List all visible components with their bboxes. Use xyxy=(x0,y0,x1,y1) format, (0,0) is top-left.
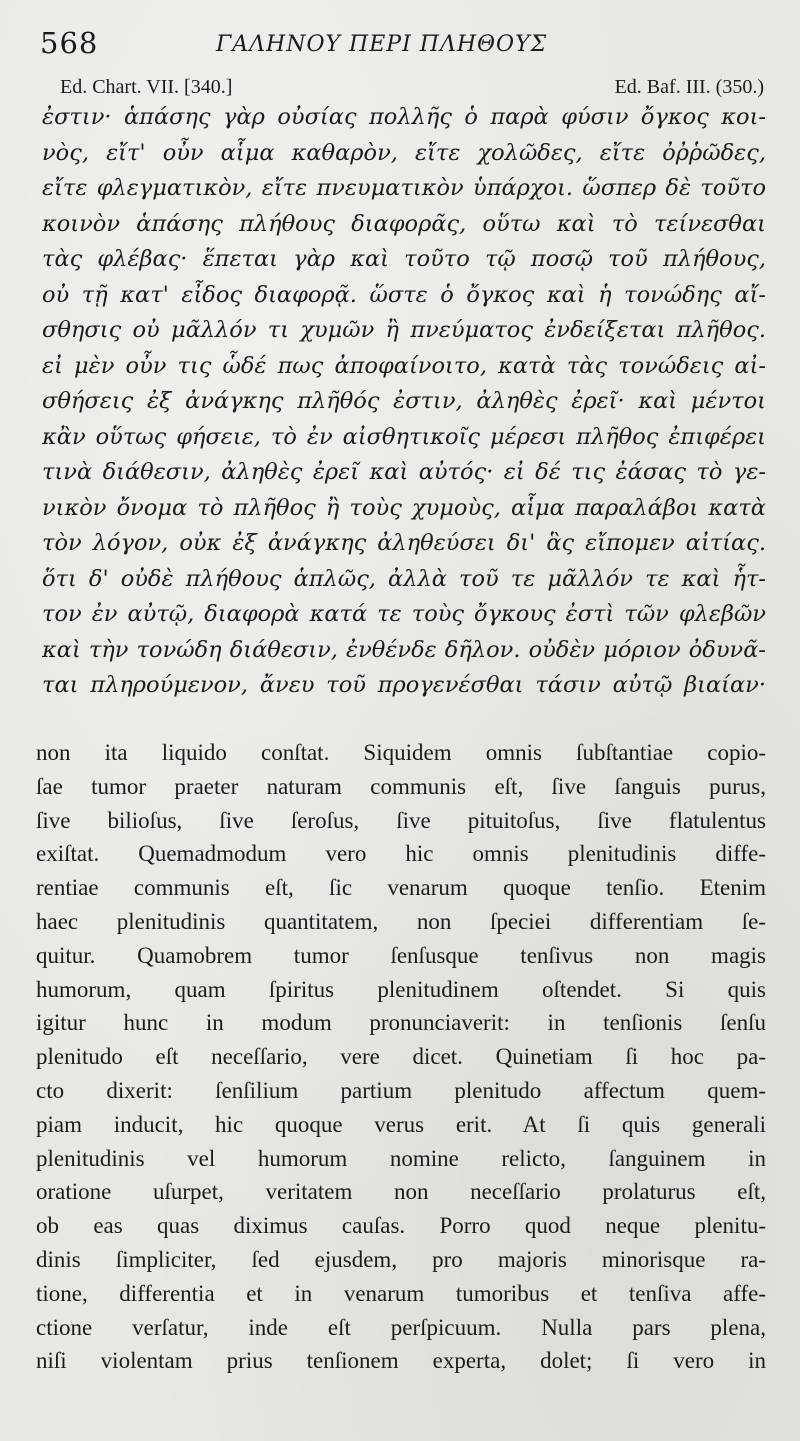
greek-line: ἐστιν· ἁπάσης γὰρ οὐσίας πολλῆς ὁ παρὰ φύσιν ὄγκος κοι- xyxy=(42,104,766,130)
latin-line: niſi violentam prius tenſionem experta, dolet; ſi vero in xyxy=(36,1348,766,1374)
greek-text-block xyxy=(42,100,766,704)
latin-line: plenitudo eſt neceſſario, vere dicet. Quinetiam ſi hoc pa- xyxy=(36,1044,766,1070)
latin-line: plenitudinis vel humorum nomine relicto, ſanguinem in xyxy=(36,1145,766,1171)
greek-line: νὸς, εἴτ' οὖν αἷμα καθαρὸν, εἴτε χολῶδες, εἴτε ὀῤῥῶδες, xyxy=(42,139,766,166)
latin-line: quitur. Quamobrem tumor ſenſusque tenſivus non magis xyxy=(36,942,766,968)
greek-line: κοινὸν ἁπάσης πλήθους διαφορᾶς, οὕτω καὶ τὸ τείνεσθαι xyxy=(42,210,766,237)
greek-line: σθησις οὐ μᾶλλόν τι χυμῶν ἢ πνεύματος ἐνδείξεται πλῆθος. xyxy=(42,317,766,343)
greek-line: καὶ τὴν τονώδη διάθεσιν, ἐνθένδε δῆλον. οὐδὲν μόριον ὀδυνᾶ- xyxy=(42,636,766,663)
greek-line: σθήσεις ἐξ ἀνάγκης πλῆθός ἐστιν, ἀληθὲς ἐρεῖ· καὶ μέντοι xyxy=(42,388,766,414)
latin-line: ctione verſatur, inde eſt perſpicuum. Nulla pars plena, xyxy=(36,1314,766,1340)
greek-line: εἰ μὲν οὖν τις ὧδέ πως ἀποφαίνοιτο, κατὰ τὰς τονώδεις αἰ- xyxy=(42,352,766,379)
greek-line: νικὸν ὄνομα τὸ πλῆθος ἢ τοὺς χυμοὺς, αἷμα παραλάβοι κατὰ xyxy=(42,494,766,521)
greek-line: οὐ τῇ κατ' εἶδος διαφορᾷ. ὥστε ὁ ὄγκος καὶ ἡ τονώδης αἴ- xyxy=(42,281,766,308)
running-title: ΓΑΛΗΝΟΥ ΠΕΡΙ ΠΛΗΘΟΥΣ xyxy=(216,32,548,57)
greek-line: ται πληρούμενον, ἄνευ τοῦ προγενέσθαι τάσιν αὐτῷ βιαίαν· xyxy=(42,672,766,698)
greek-line: κἂν οὕτως φήσειε, τὸ ἐν αἰσθητικοῖς μέρεσι πλῆθος ἐπιφέρει xyxy=(42,423,766,450)
latin-line: piam inducit, hic quoque verus erit. At ſi quis generali xyxy=(36,1111,766,1137)
latin-line: haec plenitudinis quantitatem, non ſpeciei differentiam ſe- xyxy=(36,908,766,934)
greek-line: τινὰ διάθεσιν, ἀληθὲς ἐρεῖ καὶ αὐτός· εἰ δέ τις ἐάσας τὸ γε- xyxy=(42,459,766,485)
page-header xyxy=(40,22,770,66)
latin-line: exiſtat. Quemadmodum vero hic omnis plenitudinis diffe- xyxy=(36,841,766,867)
latin-line: cto dixerit: ſenſilium partium plenitudo affectum quem- xyxy=(36,1077,766,1103)
greek-line: τὸν λόγον, οὐκ ἐξ ἀνάγκης ἀληθεύσει δι' ἃς εἴπομεν αἰτίας. xyxy=(42,530,766,556)
edition-reference-left: Ed. Chart. VII. [340.] xyxy=(60,76,233,98)
latin-line: dinis ſimpliciter, ſed ejusdem, pro majoris minorisque ra- xyxy=(36,1246,766,1272)
greek-line: τον ἐν αὐτῷ, διαφορὰ κατά τε τοὺς ὄγκους ἐστὶ τῶν φλεβῶν xyxy=(42,601,766,627)
greek-line: τὰς φλέβας· ἕπεται γὰρ καὶ τοῦτο τῷ ποσῷ τοῦ πλήθους, xyxy=(42,246,766,272)
latin-line: humorum, quam ſpiritus plenitudinem oſtendet. Si quis xyxy=(36,976,766,1002)
page-number: 568 xyxy=(40,26,99,60)
latin-line: igitur hunc in modum pronunciaverit: in tenſionis ſenſu xyxy=(36,1010,766,1036)
latin-line: oratione uſurpet, veritatem non neceſſario prolaturus eſt, xyxy=(36,1179,766,1205)
latin-line: rentiae communis eſt, ſic venarum quoque tenſio. Etenim xyxy=(36,875,766,901)
latin-line: ſae tumor praeter naturam communis eſt, ſive ſanguis purus, xyxy=(36,773,766,799)
edition-reference-right: Ed. Baf. III. (350.) xyxy=(614,76,764,98)
latin-line: tione, differentia et in venarum tumoribus et tenſiva affe- xyxy=(36,1280,766,1306)
latin-line: non ita liquido conſtat. Siquidem omnis ſubſtantiae copio- xyxy=(36,740,766,765)
latin-line: ſive bilioſus, ſive ſeroſus, ſive pituitoſus, ſive flatulentus xyxy=(36,807,766,833)
latin-line: ob eas quas diximus cauſas. Porro quod neque plenitu- xyxy=(36,1213,766,1239)
greek-line: εἴτε φλεγματικὸν, εἴτε πνευματικὸν ὑπάρχοι. ὥσπερ δὲ τοῦτο xyxy=(42,175,766,201)
greek-line: ὅτι δ' οὐδὲ πλήθους ἁπλῶς, ἀλλὰ τοῦ τε μᾶλλόν τε καὶ ἧτ- xyxy=(42,565,766,592)
latin-text-block xyxy=(36,736,766,1378)
